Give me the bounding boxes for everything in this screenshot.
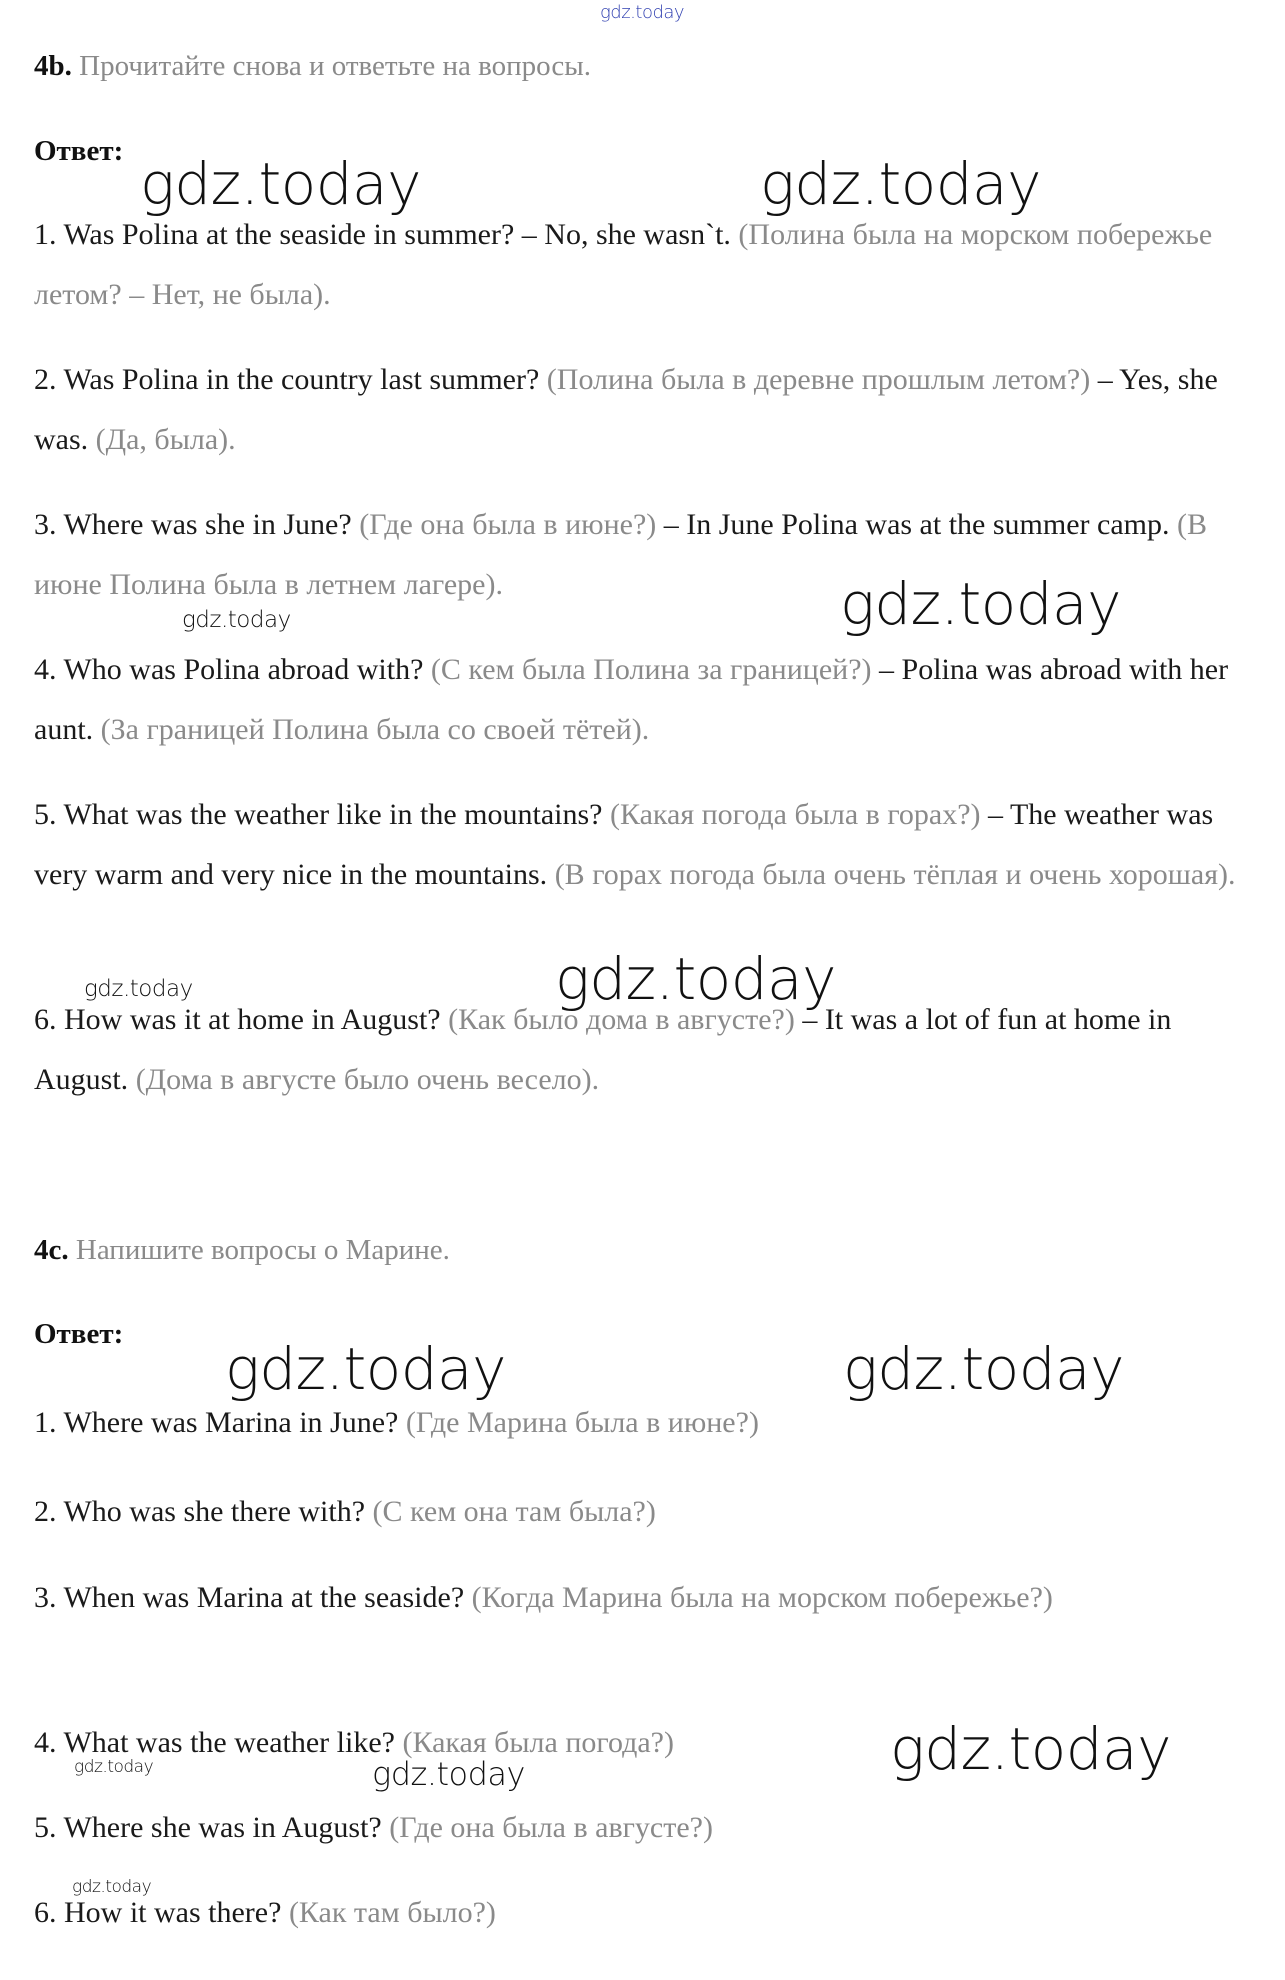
english-text: Where she was in August? — [63, 1811, 390, 1844]
russian-translation: (Как было дома в августе?) — [448, 1003, 795, 1036]
english-text: What was the weather like in the mountains? — [63, 798, 610, 831]
list-item — [34, 1798, 1245, 1858]
section-label: 4b. — [34, 50, 72, 82]
russian-translation: (Где она была в августе?) — [389, 1811, 713, 1844]
russian-translation: (С кем она там была?) — [372, 1495, 656, 1528]
english-text: – Polina was abroad with her aunt. — [34, 653, 1229, 746]
english-text: Was Polina at the seaside in summer? – No, she wasn`t. — [63, 218, 739, 251]
item-number: 2. — [34, 363, 57, 396]
watermark: gdz.today — [760, 150, 1041, 218]
watermark: gdz.today — [84, 976, 193, 1002]
watermark: gdz.today — [840, 570, 1121, 638]
russian-translation: (Полина была на морском побережье летом? – Нет, не была). — [34, 218, 1213, 311]
russian-translation: (В июне Полина была в летнем лагере). — [34, 508, 1207, 601]
item-number: 6. — [34, 1896, 57, 1929]
item-number: 3. — [34, 1581, 57, 1614]
english-text: – The weather was very warm and very nice in the mountains. — [34, 798, 1214, 891]
answer-label: Ответ: — [34, 1318, 124, 1350]
item-number: 4. — [34, 653, 57, 686]
russian-translation: (Какая была погода?) — [402, 1726, 674, 1759]
answer-label: Ответ: — [34, 135, 124, 167]
list-item — [34, 1393, 1245, 1453]
russian-translation: (Полина была в деревне прошлым летом?) — [546, 363, 1091, 396]
item-number: 1. — [34, 218, 57, 251]
item-number: 2. — [34, 1495, 57, 1528]
russian-translation: (Да, была). — [95, 423, 236, 456]
russian-translation: (За границей Полина была со своей тётей). — [100, 713, 650, 746]
english-text: How was it at home in August? — [64, 1003, 449, 1036]
section-4c-heading — [34, 1230, 1245, 1270]
watermark: gdz.today — [372, 1755, 525, 1793]
list-item — [34, 495, 1245, 615]
russian-translation: (С кем была Полина за границей?) — [430, 653, 872, 686]
english-text: Who was she there with? — [63, 1495, 373, 1528]
list-item — [34, 1568, 1245, 1628]
item-number: 3. — [34, 508, 57, 541]
english-text: How it was there? — [64, 1896, 289, 1929]
english-text: When was Marina at the seaside? — [63, 1581, 472, 1614]
russian-translation: (Где она была в июне?) — [359, 508, 657, 541]
list-item — [34, 785, 1245, 905]
item-number: 5. — [34, 798, 57, 831]
section-4b-heading — [34, 46, 1245, 86]
english-text: – Yes, she was. — [34, 363, 1218, 456]
watermark-top: gdz.today — [600, 2, 685, 23]
item-number: 1. — [34, 1406, 57, 1439]
english-text: Where was she in June? — [63, 508, 360, 541]
section-instruction: Напишите вопросы о Марине. — [75, 1234, 450, 1266]
section-instruction: Прочитайте снова и ответьте на вопросы. — [79, 50, 592, 82]
item-number: 5. — [34, 1811, 57, 1844]
watermark: gdz.today — [72, 1877, 152, 1897]
russian-translation: (Где Марина была в июне?) — [405, 1406, 759, 1439]
list-item — [34, 990, 1245, 1110]
english-text: – In June Polina was at the summer camp. — [656, 508, 1177, 541]
russian-translation: (Как там было?) — [288, 1896, 496, 1929]
watermark: gdz.today — [140, 150, 421, 218]
english-text: What was the weather like? — [63, 1726, 403, 1759]
english-text: Who was Polina abroad with? — [63, 653, 431, 686]
watermark: gdz.today — [74, 1757, 154, 1777]
watermark: gdz.today — [182, 607, 291, 633]
list-item — [34, 205, 1245, 325]
russian-translation: (Какая погода была в горах?) — [609, 798, 981, 831]
list-item — [34, 640, 1245, 760]
list-item — [34, 1883, 1245, 1943]
watermark: gdz.today — [890, 1715, 1171, 1783]
list-item — [34, 1482, 1245, 1542]
russian-translation: (Когда Марина была на морском побережье?) — [471, 1581, 1053, 1614]
english-text: – It was a lot of fun at home in August. — [34, 1003, 1172, 1096]
list-item — [34, 1713, 1245, 1773]
section-label: 4c. — [34, 1234, 69, 1266]
english-text: Was Polina in the country last summer? — [63, 363, 547, 396]
list-item — [34, 350, 1245, 470]
watermark: gdz.today — [225, 1335, 506, 1403]
item-number: 4. — [34, 1726, 57, 1759]
russian-translation: (В горах погода была очень тёплая и очень хорошая). — [554, 858, 1236, 891]
russian-translation: (Дома в августе было очень весело). — [135, 1063, 600, 1096]
item-number: 6. — [34, 1003, 57, 1036]
watermark: gdz.today — [843, 1335, 1124, 1403]
english-text: Where was Marina in June? — [63, 1406, 406, 1439]
watermark: gdz.today — [555, 945, 836, 1013]
